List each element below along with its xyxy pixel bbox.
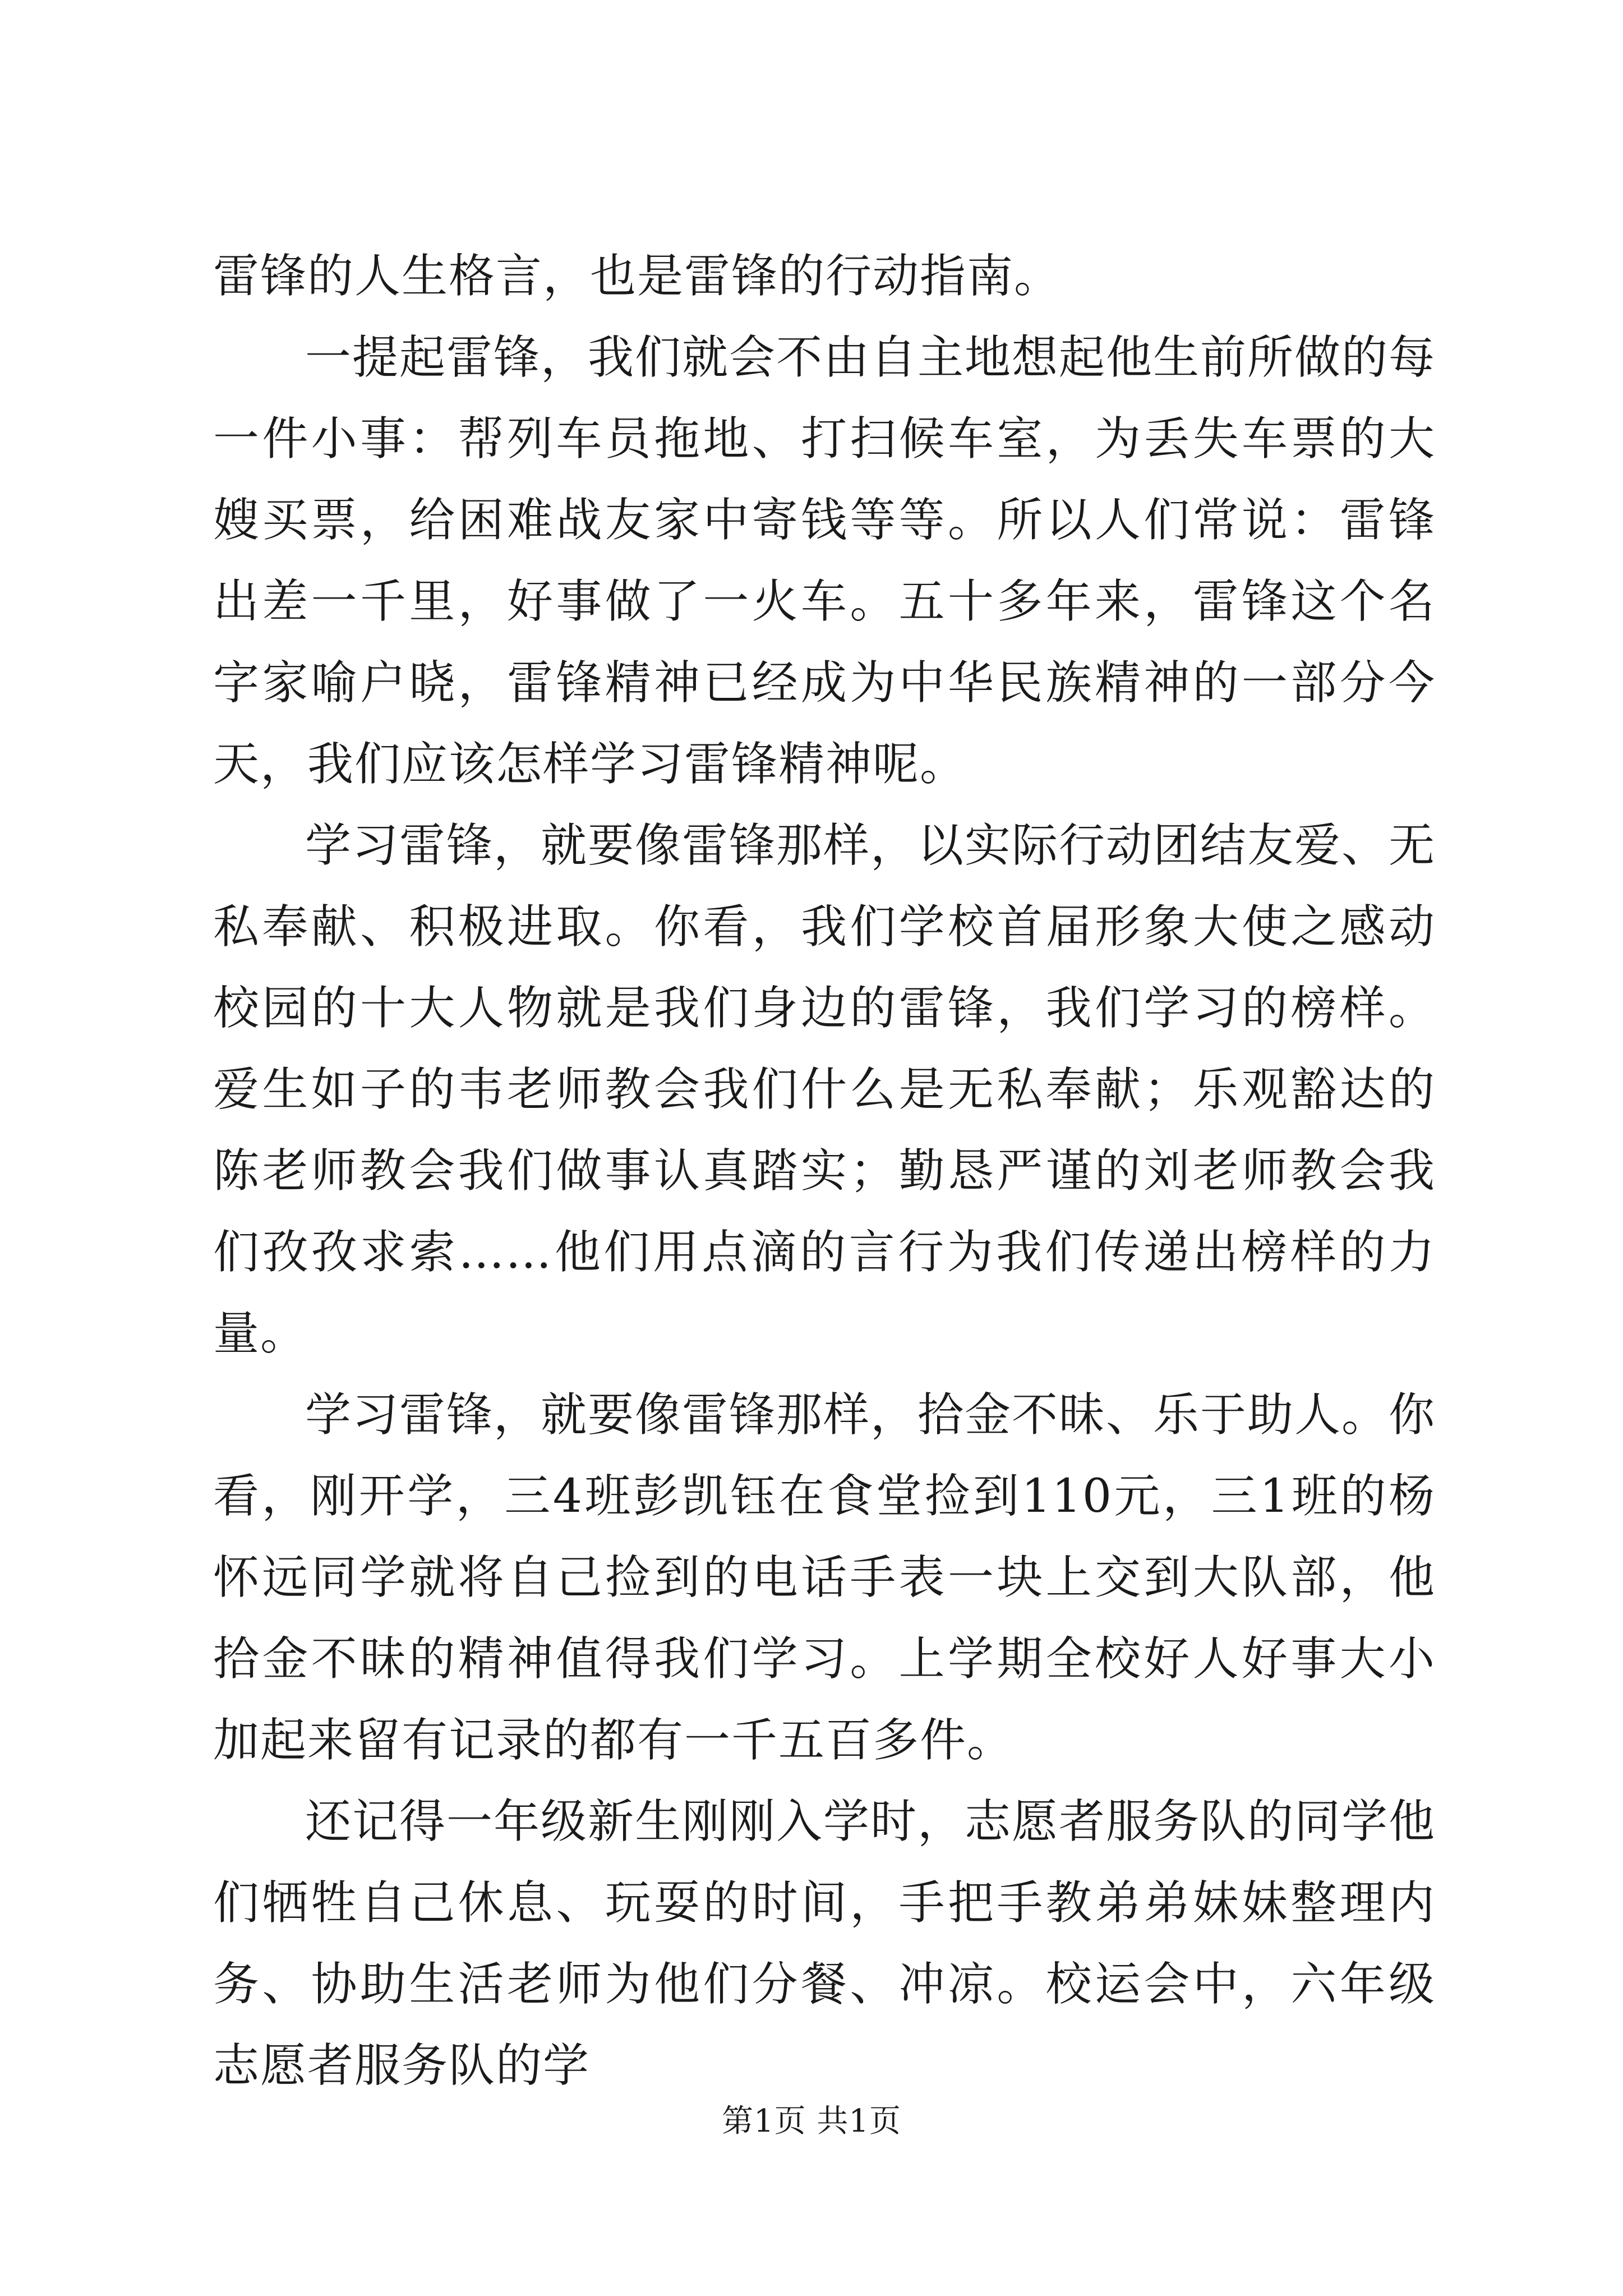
paragraph-1: 雷锋的人生格言，也是雷锋的行动指南。 [213,250,1062,303]
document-body [213,236,1436,2106]
paragraph-5: 还记得一年级新生刚刚入学时，志愿者服务队的同学他们牺牲自己休息、玩耍的时间，手把手教弟弟妹妹整理内务、协助生活老师为他们分餐、冲凉。校运会中，六年级志愿者服务队的学 [213,1795,1436,2092]
page-footer: 第1页 共1页 [721,2103,902,2139]
paragraph-2: 一提起雷锋，我们就会不由自主地想起他生前所做的每一件小事：帮列车员拖地、打扫候车室，为丢失车票的大嫂买票，给困难战友家中寄钱等等。所以人们常说：雷锋出差一千里，好事做了一火车。五十多年来，雷锋这个名字家喻户晓，雷锋精神已经成为中华民族精神的一部分今天，我们应该怎样学习雷锋精神呢。 [213,331,1436,791]
paragraph-4: 学习雷锋，就要像雷锋那样，拾金不昧、乐于助人。你看，刚开学，三4班彭凯钰在食堂捡到110元，三1班的杨怀远同学就将自己捡到的电话手表一块上交到大队部，他拾金不昧的精神值得我们学习。上学期全校好人好事大小加起来留有记录的都有一千五百多件。 [213,1388,1436,1767]
paragraph-3: 学习雷锋，就要像雷锋那样，以实际行动团结友爱、无私奉献、积极进取。你看，我们学校首届形象大使之感动校园的十大人物就是我们身边的雷锋，我们学习的榜样。爱生如子的韦老师教会我们什么是无私奉献；乐观豁达的陈老师教会我们做事认真踏实；勤恳严谨的刘老师教会我们孜孜求索……他们用点滴的言行为我们传递出榜样的力量。 [213,819,1436,1360]
